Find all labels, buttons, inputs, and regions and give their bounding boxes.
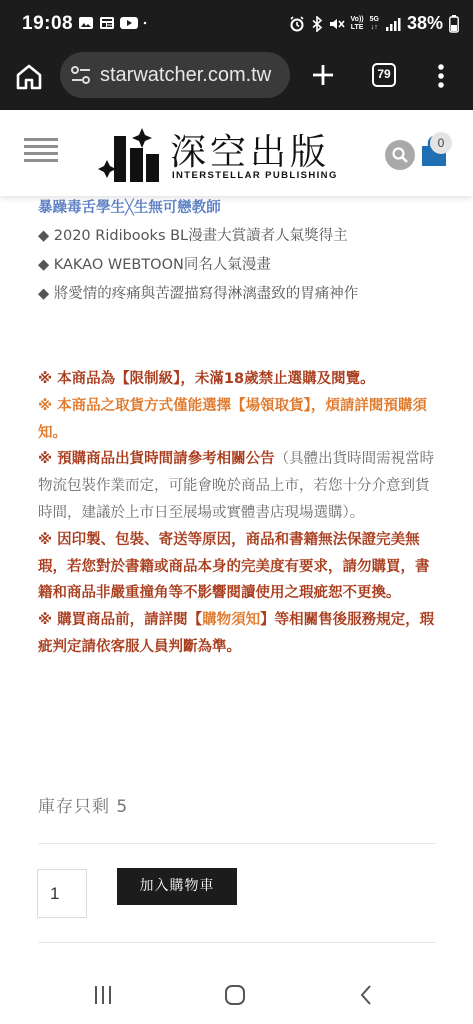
notice-segment: ※ 本商品為【限制級】，未滿18歲禁止選購及閱覽。 [38,371,375,387]
plus-icon[interactable] [308,60,338,90]
search-button[interactable] [385,140,415,170]
divider [38,843,436,844]
search-icon [385,140,415,170]
hamburger-icon[interactable] [24,138,58,164]
notice-paragraph [38,527,438,607]
home-nav-icon[interactable] [223,983,247,1007]
notice-segment: ※ 因印製、包裝、寄送等原因，商品和書籍無法保證完美無瑕，若您對於書籍或商品本身的完美度有要求，請勿購買，書籍和商品非嚴重撞角等不影響閱讀使用之瑕疵恕不更換。 [38,531,430,602]
cart-count-badge: 0 [430,132,452,154]
feature-line: ◆ 將愛情的疼痛與苦澀描寫得淋漓盡致的胃痛神作 [38,286,359,302]
feature-line: ◆ 2020 Ridibooks BL漫畫大賞讀者人氣獎得主 [38,228,348,244]
tabs-icon[interactable]: 79 [372,63,396,87]
purchase-notice [38,366,438,661]
signal-icon [385,16,401,32]
bluetooth-icon [311,16,323,32]
alarm-icon [289,16,305,32]
gallery-icon [78,15,94,31]
back-icon[interactable] [358,983,374,1007]
logo-title: 深空出版 [170,132,331,173]
recent-apps-icon[interactable] [92,984,114,1006]
feature-line: 暴躁毒舌學生╳生無可戀教師 [38,200,221,216]
notice-segment: ※ 購買商品前，請詳閱【 [38,612,203,629]
notice-segment: 購物須知 [202,612,261,629]
dot-icon [143,15,151,31]
notice-segment: ※ 本商品之取貨方式僅能選擇【場領取貨】，煩請詳閱預購須知。 [38,397,427,441]
quantity-input[interactable]: 1 [37,869,87,918]
address-bar[interactable] [60,52,290,98]
site-settings-icon[interactable] [70,65,92,85]
notice-segment: ※ 預購商品出貨時間請參考相關公告 [38,451,275,468]
logo-mark-icon [96,126,162,184]
news-icon [99,15,115,31]
android-nav-bar [0,964,473,1024]
notice-segment: 】等相關售後服務規定，瑕疵判定請依客服人員判斷為準。 [38,612,435,655]
notice-segment: （具體出貨時間需視當時物流包裝作業而定，可能會晚於商品上市，若您十分介意到貨時間，建議於上市日至展場或實體書店現場選購）。 [38,451,435,521]
battery-icon [449,15,459,33]
system-icons [289,13,459,34]
notification-icons [78,15,151,31]
status-bar [0,0,473,46]
notice-paragraph [38,366,438,393]
feature-line: ◆ KAKAO WEBTOON同名人氣漫畫 [38,257,271,273]
url-text[interactable]: starwatcher.com.tw [100,64,272,86]
site-header [0,110,473,196]
notice-paragraph [38,607,438,661]
browser-toolbar [0,46,473,110]
home-icon[interactable] [14,62,44,92]
product-content [0,196,473,964]
volte-label: Vo)) LTE [350,15,364,31]
logo-subtitle: INTERSTELLAR PUBLISHING [172,170,338,181]
more-vert-icon[interactable] [434,60,448,92]
stock-status: 庫存只剩 5 [38,797,129,817]
mute-icon [329,16,345,32]
status-time: 19:08 [22,13,74,34]
divider [38,942,436,943]
5g-label: 5G ↓↑ [369,15,379,31]
site-logo[interactable] [96,124,356,188]
youtube-icon [120,15,138,31]
notice-paragraph [38,446,438,526]
battery-percent: 38% [406,13,443,33]
add-to-cart-button[interactable]: 加入購物車 [117,868,237,905]
notice-paragraph [38,393,438,447]
